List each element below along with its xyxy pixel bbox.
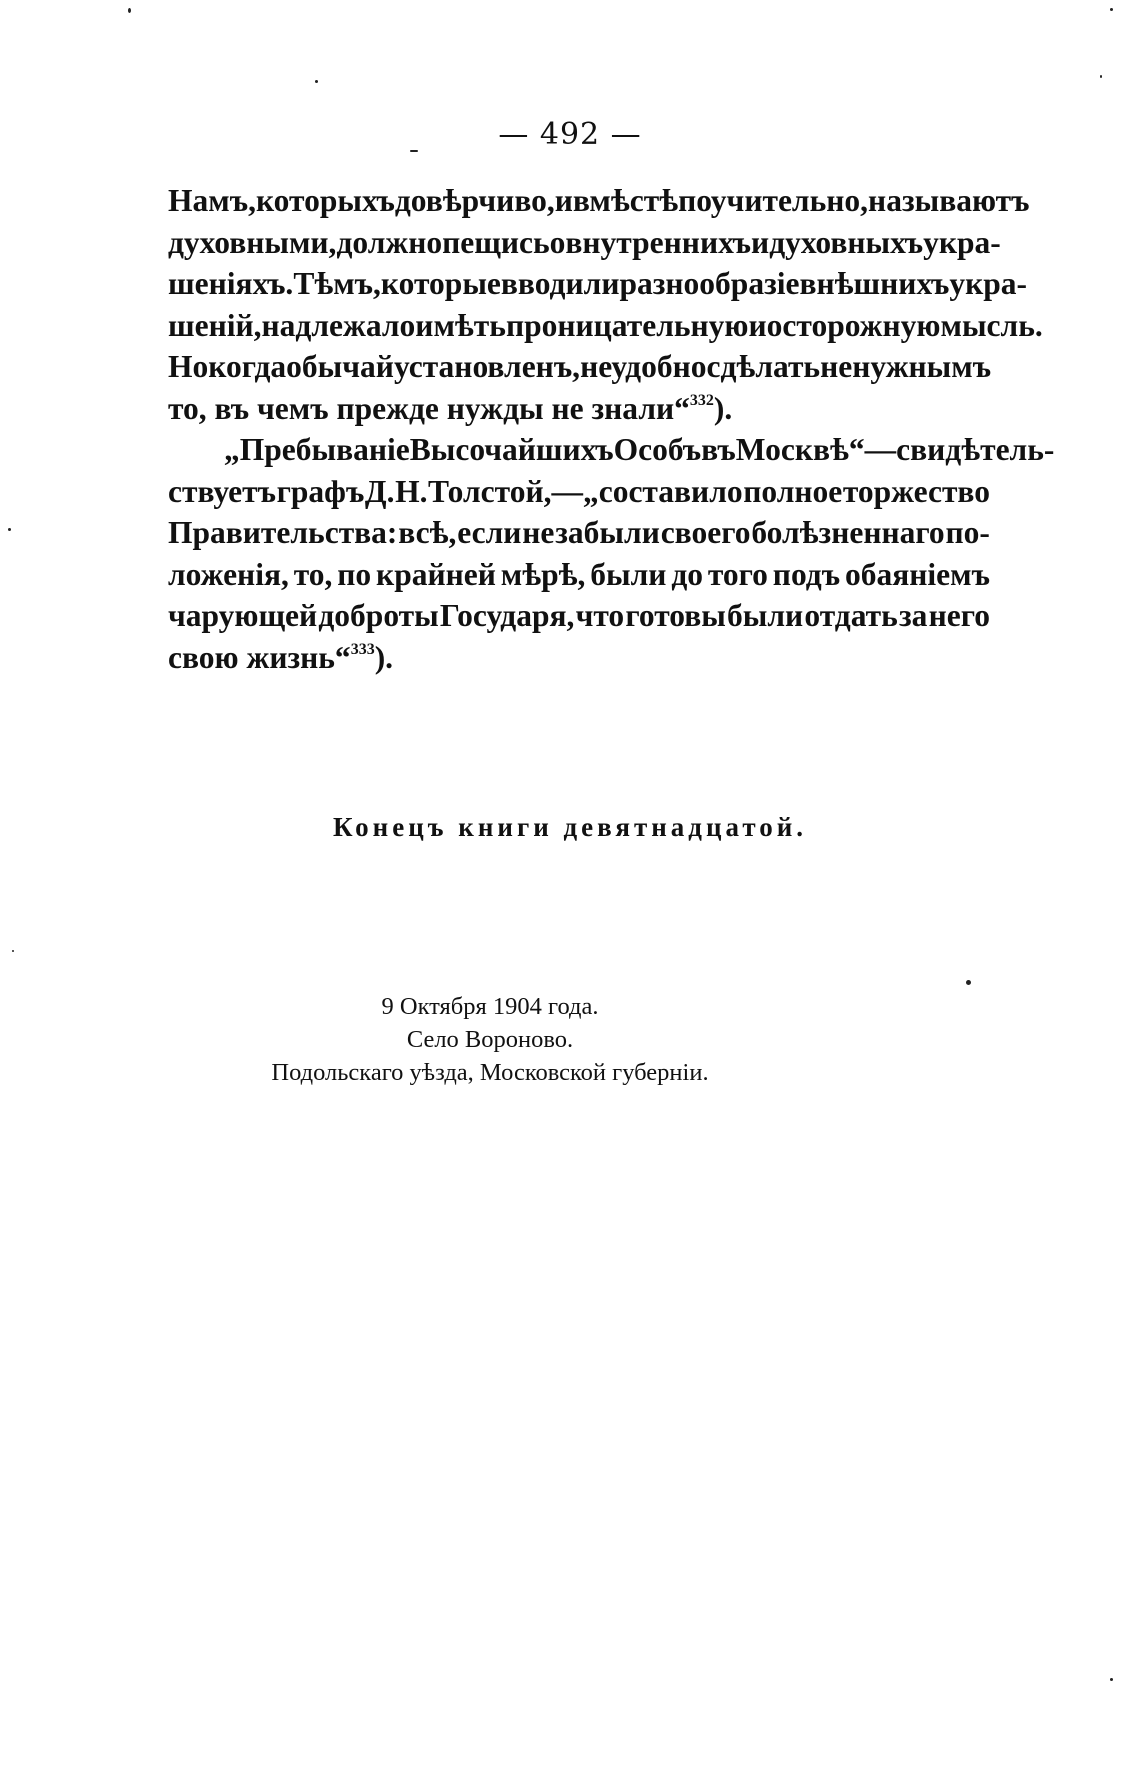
book-ending-title: Конецъ книги девятнадцатой. xyxy=(332,812,808,842)
word: были xyxy=(727,598,804,633)
scan-speck xyxy=(12,950,14,952)
footnote-ref: 333 xyxy=(350,640,375,658)
word: были xyxy=(590,556,667,592)
word: своего xyxy=(660,515,751,550)
text-line xyxy=(168,471,990,513)
word: мѣрѣ, xyxy=(500,556,586,592)
text-line xyxy=(168,305,1043,347)
text-line xyxy=(168,263,1028,305)
word: за xyxy=(898,598,928,633)
word: Намъ, xyxy=(168,183,256,218)
word: и xyxy=(751,224,770,260)
scan-speck xyxy=(315,80,318,83)
word: укра- xyxy=(949,266,1028,301)
word: неудобно xyxy=(580,349,707,384)
word: чарующей xyxy=(168,598,318,633)
line-text xyxy=(168,637,393,679)
word: если xyxy=(457,515,522,550)
word: до xyxy=(671,556,703,592)
text-line xyxy=(168,595,990,637)
word: подъ xyxy=(772,556,841,592)
text-line xyxy=(168,429,1055,471)
footnote-tail: ). xyxy=(713,390,733,426)
word: должно xyxy=(336,224,443,260)
word: Но xyxy=(168,349,209,384)
word: проницательную xyxy=(505,307,749,343)
word: разнообразіе xyxy=(619,266,800,301)
word: крайней xyxy=(376,556,496,592)
word: когда xyxy=(208,349,287,384)
line-text xyxy=(168,388,732,430)
word: него xyxy=(928,598,990,633)
word: готовы xyxy=(625,598,726,633)
word: Д. xyxy=(364,473,395,509)
word: то, xyxy=(293,556,333,592)
scan-speck xyxy=(8,528,11,531)
word: вводили xyxy=(500,266,620,301)
word: не xyxy=(522,515,555,550)
footnote-tail: ). xyxy=(374,639,394,675)
signoff-date: 9 Октября 1904 года. xyxy=(381,993,599,1020)
word: ствуетъ xyxy=(168,473,276,509)
word: мысль. xyxy=(940,307,1043,343)
word: Особъ xyxy=(613,432,702,467)
word: обаяніемъ xyxy=(844,556,990,592)
word: которыхъ xyxy=(255,183,395,218)
word: и xyxy=(748,307,767,343)
last-line-text: свою жизнь“ xyxy=(168,639,351,675)
text-line xyxy=(168,554,990,596)
scan-speck xyxy=(1100,75,1102,78)
word: „Пребываніе xyxy=(224,432,410,467)
word: по xyxy=(337,556,372,592)
word: полное xyxy=(743,473,843,509)
text-line xyxy=(168,637,990,679)
scan-speck xyxy=(128,8,131,13)
word: пещись xyxy=(442,224,550,260)
word: которые xyxy=(380,266,501,301)
signoff-district: Подольскаго уѣзда, Московской губерніи. xyxy=(271,1059,709,1086)
scan-speck xyxy=(966,980,971,985)
word: графъ xyxy=(276,473,365,509)
paragraph-1 xyxy=(168,180,1043,429)
word: въ xyxy=(701,432,736,467)
word: вмѣстѣ xyxy=(572,183,679,218)
signoff xyxy=(230,990,750,1089)
text-line xyxy=(168,222,1001,264)
word: Тѣмъ, xyxy=(293,266,381,301)
word: болѣзненнаго xyxy=(751,515,945,550)
word: установленъ, xyxy=(393,349,581,384)
word: ненужнымъ xyxy=(820,349,992,384)
word: о xyxy=(549,224,566,260)
word: осторожную xyxy=(766,307,941,343)
word: Н. xyxy=(395,473,428,509)
word: и xyxy=(554,183,573,218)
word: довѣрчиво, xyxy=(394,183,555,218)
word: внутреннихъ xyxy=(565,224,752,260)
word: Государя, xyxy=(439,598,575,633)
word: внѣшнихъ xyxy=(799,266,950,301)
word: шеніяхъ. xyxy=(168,266,294,301)
word: поучительно, xyxy=(678,183,869,218)
text-line xyxy=(168,346,990,388)
word: Правительства: xyxy=(168,515,398,550)
word: того xyxy=(707,556,768,592)
scan-speck xyxy=(1110,1678,1113,1681)
scan-speck xyxy=(410,150,418,152)
text-line xyxy=(168,180,1030,222)
word: что xyxy=(575,598,625,633)
word: обычай xyxy=(286,349,394,384)
word: Толстой,—„составило xyxy=(428,473,743,509)
word: Высочайшихъ xyxy=(409,432,614,467)
word: забыли xyxy=(555,515,660,550)
word: ложенія, xyxy=(168,556,289,592)
signoff-place: Село Вороново. xyxy=(406,1026,574,1053)
word: по- xyxy=(945,515,990,550)
paragraph-2 xyxy=(168,429,1055,678)
body-text xyxy=(168,180,1055,678)
word: укра- xyxy=(923,224,1001,260)
word: доброты xyxy=(318,598,439,633)
last-line-text: то, въ чемъ прежде нужды не знали“ xyxy=(168,390,690,426)
word: надлежало xyxy=(261,307,416,343)
text-line xyxy=(168,512,990,554)
word: имѣть xyxy=(415,307,506,343)
word: называютъ xyxy=(868,183,1030,218)
word: духовныхъ xyxy=(769,224,924,260)
word: торжество xyxy=(842,473,990,509)
scan-speck xyxy=(1110,8,1113,11)
word: духовными, xyxy=(168,224,337,260)
word: Москвѣ“—свидѣтель- xyxy=(735,432,1055,467)
footnote-ref: 332 xyxy=(689,391,714,409)
text-line xyxy=(168,388,990,430)
word: шеній, xyxy=(168,307,262,343)
word: всѣ, xyxy=(398,515,457,550)
word: сдѣлать xyxy=(706,349,821,384)
word: отдать xyxy=(804,598,898,633)
page-number: — 492 — xyxy=(498,117,642,152)
